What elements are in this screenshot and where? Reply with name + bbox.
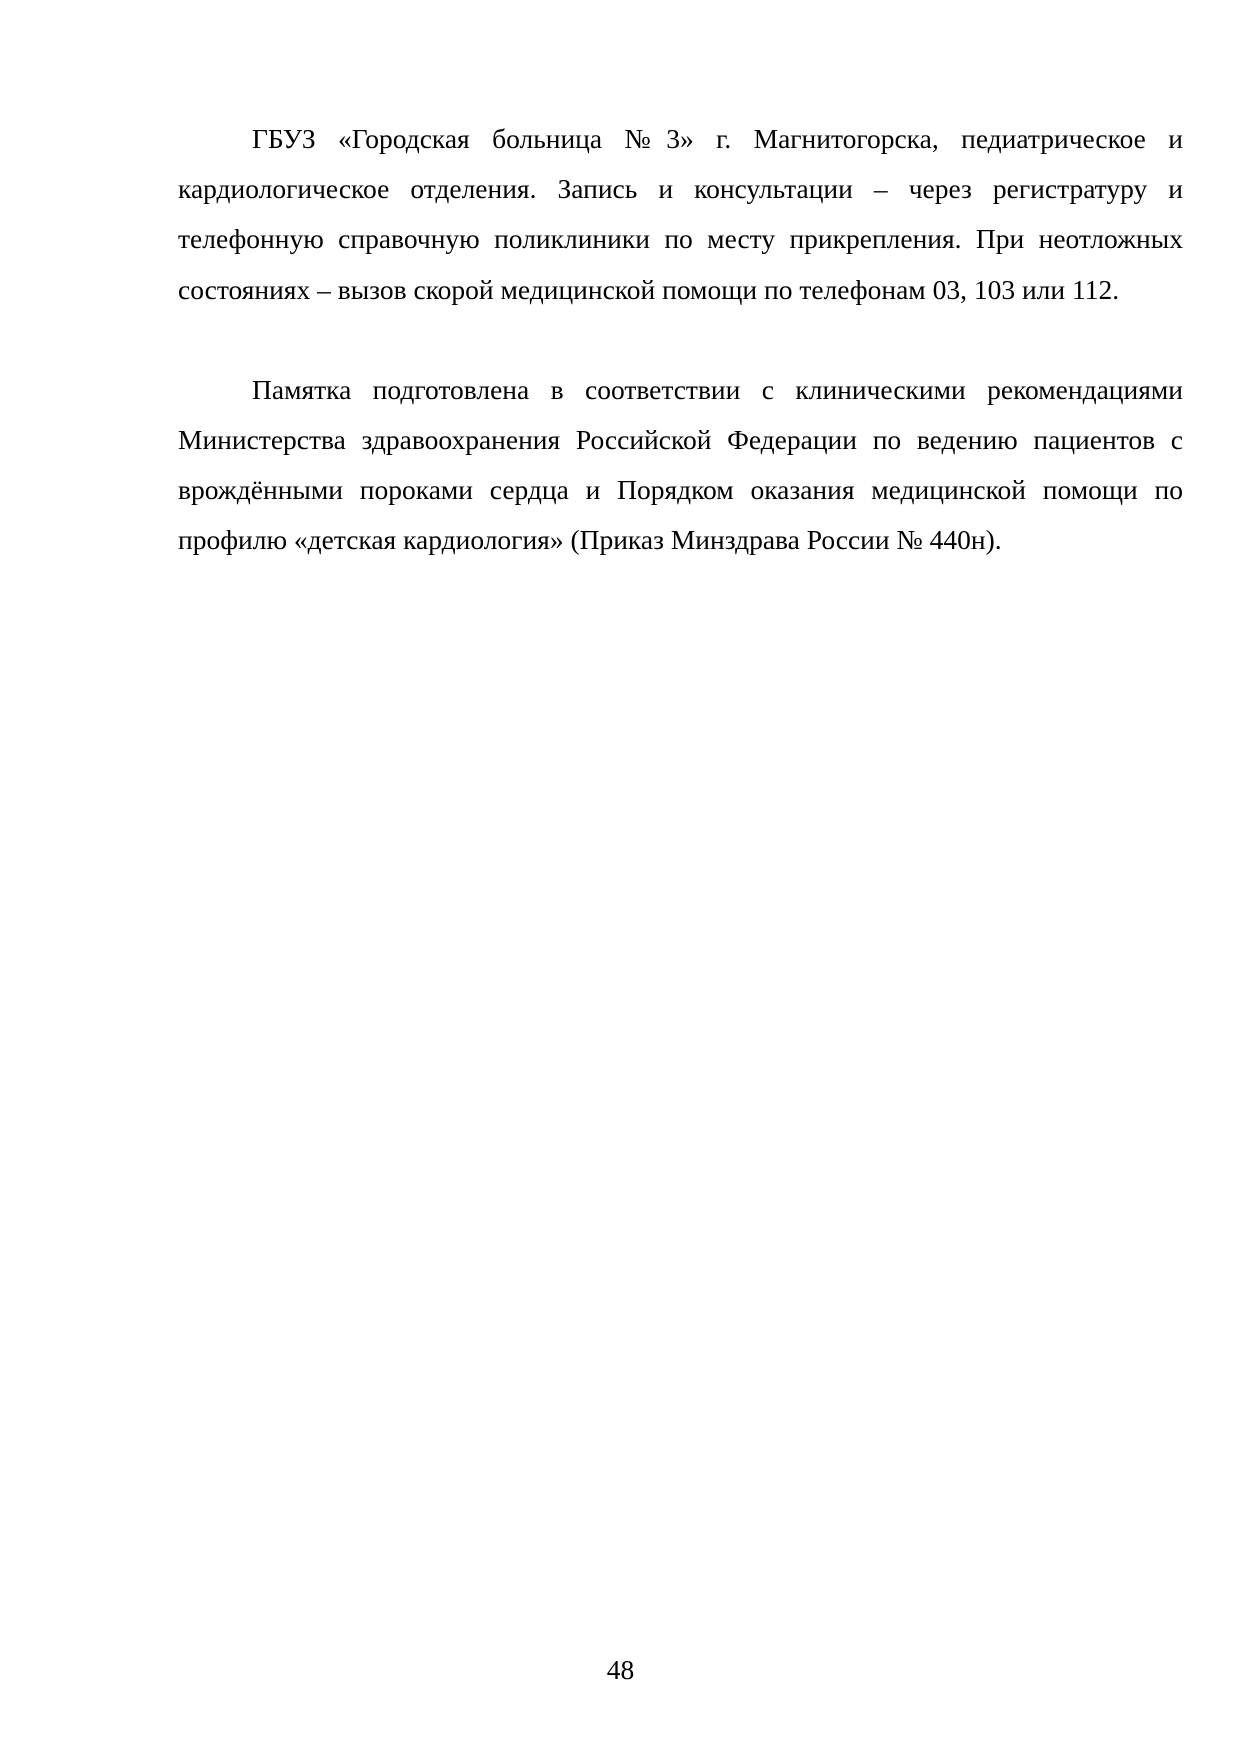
paragraph-hospital-contacts: ГБУЗ «Городская больница №3» г. Магнитогорска, педиатрическое и кардиологическое отделения. Запись и консультации – через регистратуру и телефонную справочную поликлиники по месту прикрепления. При неотложных состояниях – вызов скорой медицинской помощи по телефонам 03, 103 или 112. bbox=[178, 123, 1183, 305]
page-body bbox=[178, 114, 1183, 566]
page-number: 48 bbox=[606, 1654, 635, 1685]
paragraph-guidelines-note: Памятка подготовлена в соответствии с клиническими рекомендациями Министерства здравоохранения Российской Федерации по ведению пациентов с врождёнными пороками сердца и Порядком оказания медицинской помощи по профилю «детская кардиология» (Приказ Минздрава России № 440н). bbox=[178, 373, 1183, 556]
